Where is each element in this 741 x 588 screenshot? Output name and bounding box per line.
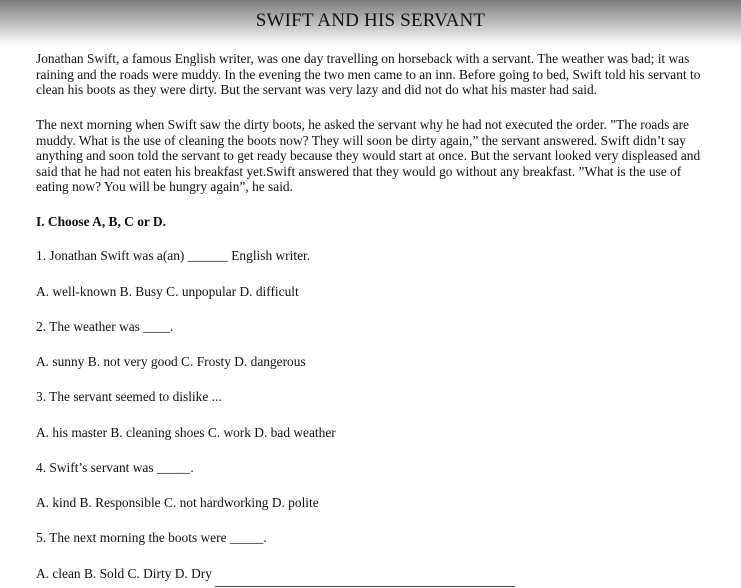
- question-3-options: A. his master B. cleaning shoes C. work D. bad weather: [36, 425, 336, 440]
- question-1-options: A. well-known B. Busy C. unpopular D. difficult: [36, 284, 299, 299]
- question-4-options: A. kind B. Responsible C. not hardworking D. polite: [36, 495, 319, 510]
- question-3: 3. The servant seemed to dislike ...: [36, 389, 222, 404]
- question-5-options: A. clean B. Sold C. Dirty D. Dry: [36, 566, 212, 581]
- question-2-options: A. sunny B. not very good C. Frosty D. dangerous: [36, 354, 306, 369]
- question-1: 1. Jonathan Swift was a(an) ______ English writer.: [36, 248, 311, 263]
- document-title: SWIFT AND HIS SERVANT: [255, 10, 486, 31]
- question-4: 4. Swift’s servant was _____.: [36, 460, 194, 475]
- story-paragraph-2: The next morning when Swift saw the dirty boots, he asked the servant why he had not executed the order. ”The roads are muddy. What is the use of cleaning the boots now? They will soon be dirty again,” the servant answered. Swift didn’t say anything and soon told the servant to get ready because they would start at once. But the servant looked very displeased and said that he had not eaten his breakfast yet.Swift answered that they would go without any breakfast. ”What is the use of eating now? You will be hungry again”, he said.: [36, 117, 701, 195]
- bottom-divider: [215, 586, 515, 587]
- question-2: 2. The weather was ____.: [36, 319, 174, 334]
- question-5: 5. The next morning the boots were _____.: [36, 530, 267, 545]
- story-paragraph-1: Jonathan Swift, a famous English writer, was one day travelling on horseback with a servant. The weather was bad; it was raining and the roads were muddy. In the evening the two men came to an inn. Before going to bed, Swift told his servant to clean his boots as they were dirty. But the servant was very lazy and did not do what his master had said.: [36, 51, 701, 98]
- section-heading: I. Choose A, B, C or D.: [36, 214, 166, 229]
